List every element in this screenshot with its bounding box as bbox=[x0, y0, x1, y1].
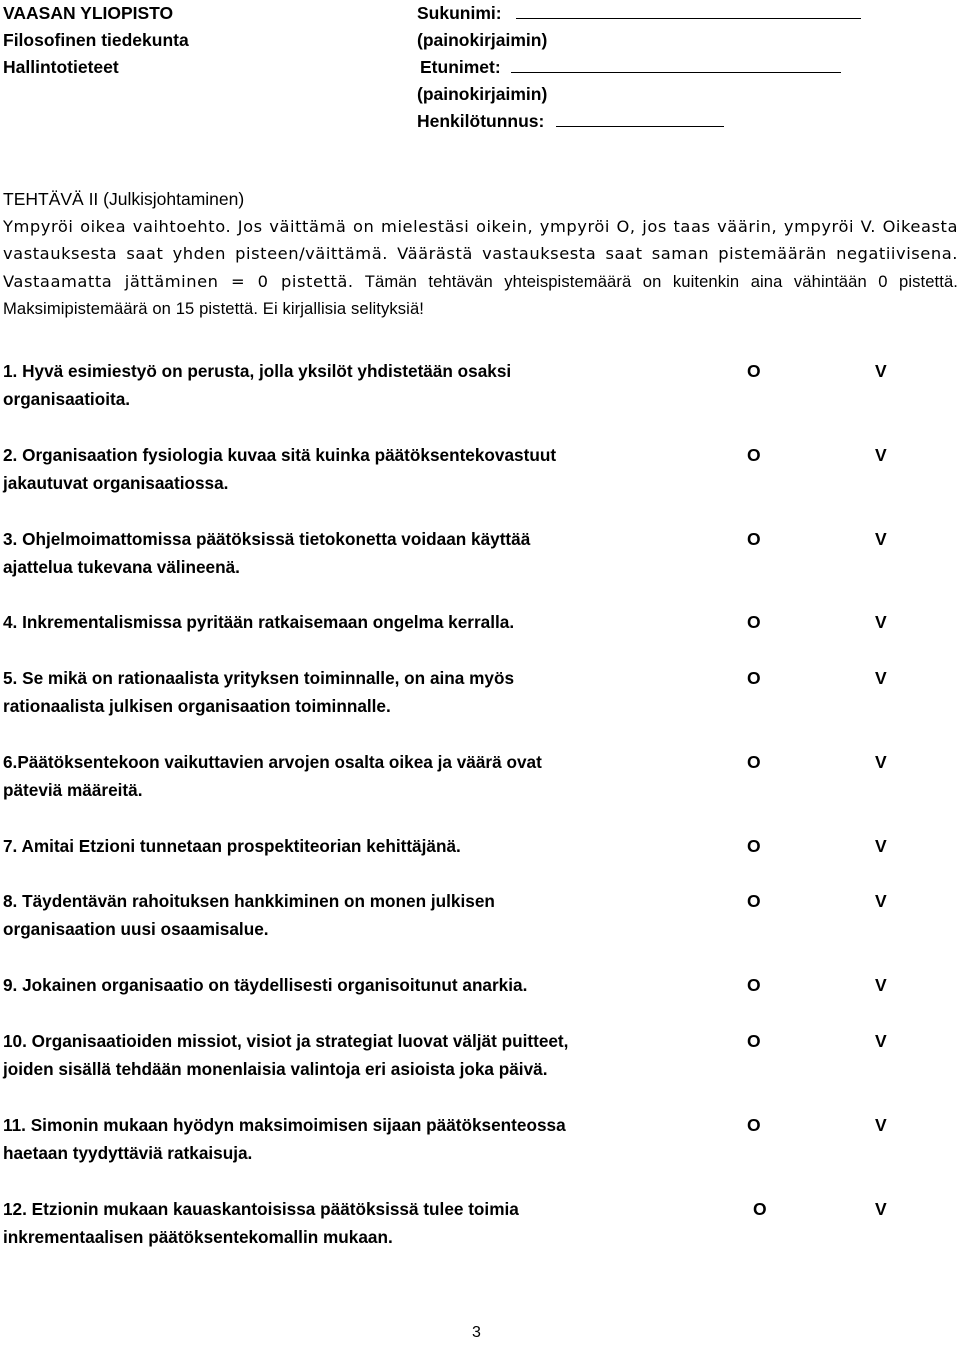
option-true[interactable]: O bbox=[747, 752, 761, 772]
question-text-line2: rationaalista julkisen organisaation toiminnalle. bbox=[3, 696, 391, 716]
option-false[interactable]: V bbox=[875, 975, 887, 995]
question-text-line1: 7. Amitai Etzioni tunnetaan prospektiteorian kehittäjänä. bbox=[3, 836, 461, 856]
option-false[interactable]: V bbox=[875, 445, 887, 465]
question-text-line2: organisaation uusi osaamisalue. bbox=[3, 919, 269, 939]
question-text-line1: 1. Hyvä esimiestyö on perusta, jolla yksilöt yhdistetään osaksi bbox=[3, 361, 512, 381]
option-true[interactable]: O bbox=[747, 445, 761, 465]
question-text-line2: haetaan tyydyttäviä ratkaisuja. bbox=[3, 1143, 253, 1163]
question-text-line1: 12. Etzionin mukaan kauaskantoisissa päätöksissä tulee toimia bbox=[3, 1199, 519, 1219]
question-text-line1: 3. Ohjelmoimattomissa päätöksissä tietokonetta voidaan käyttää bbox=[3, 529, 531, 549]
header-right bbox=[417, 0, 861, 135]
department-name: Hallintotieteet bbox=[3, 57, 119, 77]
question-text-line1: 4. Inkrementalismissa pyritään ratkaisemaan ongelma kerralla. bbox=[3, 612, 515, 632]
question-item bbox=[3, 357, 663, 413]
question-text-line1: 11. Simonin mukaan hyödyn maksimoimisen sijaan päätöksenteossa bbox=[3, 1115, 566, 1135]
surname-label: Sukunimi: bbox=[417, 3, 502, 23]
question-text-line2: inkrementaalisen päätöksentekomallin mukaan. bbox=[3, 1227, 393, 1247]
question-item bbox=[3, 971, 663, 999]
instructions-part-a: Ympyröi oikea vaihtoehto. Jos väittämä on mielestäsi oikein, ympyröi O, jos taas väärin, ympyröi V. Oikeasta vastauksesta saat yhden pisteen/väittämä. Väärästä vastauksesta saat saman pistemäärän negatiivisena. Vastaamatta jättäminen = 0 pistettä. bbox=[3, 217, 958, 291]
option-true[interactable]: O bbox=[747, 361, 761, 381]
id-field[interactable] bbox=[556, 112, 724, 127]
option-true[interactable]: O bbox=[747, 529, 761, 549]
question-text-line1: 10. Organisaatioiden missiot, visiot ja strategiat luovat väljät puitteet, bbox=[3, 1031, 569, 1051]
option-true[interactable]: O bbox=[747, 1031, 761, 1051]
option-false[interactable]: V bbox=[875, 891, 887, 911]
option-false[interactable]: V bbox=[875, 836, 887, 856]
question-text-line1: 2. Organisaation fysiologia kuvaa sitä kuinka päätöksentekovastuut bbox=[3, 445, 557, 465]
university-name: VAASAN YLIOPISTO bbox=[3, 3, 174, 23]
question-text-line2: päteviä määreitä. bbox=[3, 780, 143, 800]
task-instructions bbox=[3, 213, 958, 322]
question-text-line2: ajattelua tukevana välineenä. bbox=[3, 557, 240, 577]
question-text-line2: joiden sisällä tehdään monenlaisia valintoja eri asioista joka päivä. bbox=[3, 1059, 548, 1079]
option-false[interactable]: V bbox=[875, 529, 887, 549]
question-text-line2: jakautuvat organisaatiossa. bbox=[3, 473, 229, 493]
question-text-line1: 8. Täydentävän rahoituksen hankkiminen on monen julkisen bbox=[3, 891, 495, 911]
page-number: 3 bbox=[472, 1324, 481, 1341]
question-item bbox=[3, 608, 663, 636]
option-true[interactable]: O bbox=[747, 891, 761, 911]
question-item bbox=[3, 1027, 663, 1083]
question-item bbox=[3, 664, 663, 720]
option-false[interactable]: V bbox=[875, 612, 887, 632]
id-label: Henkilötunnus: bbox=[417, 111, 545, 131]
question-text-line2: organisaatioita. bbox=[3, 389, 131, 409]
task-title: TEHTÄVÄ II (Julkisjohtaminen) bbox=[3, 189, 245, 209]
option-false[interactable]: V bbox=[875, 668, 887, 688]
header-left bbox=[3, 0, 189, 81]
firstnames-field[interactable] bbox=[511, 58, 841, 73]
option-true[interactable]: O bbox=[747, 836, 761, 856]
option-false[interactable]: V bbox=[875, 752, 887, 772]
option-false[interactable]: V bbox=[875, 361, 887, 381]
question-item bbox=[3, 441, 663, 497]
question-item bbox=[3, 832, 663, 860]
question-item bbox=[3, 887, 663, 943]
question-item bbox=[3, 525, 663, 581]
firstnames-label: Etunimet: bbox=[420, 57, 501, 77]
firstnames-hint: (painokirjaimin) bbox=[417, 84, 548, 104]
option-false[interactable]: V bbox=[875, 1031, 887, 1051]
question-text-line1: 6.Päätöksentekoon vaikuttavien arvojen osalta oikea ja väärä ovat bbox=[3, 752, 542, 772]
question-item bbox=[3, 1111, 663, 1167]
option-false[interactable]: V bbox=[875, 1115, 887, 1135]
option-true[interactable]: O bbox=[747, 975, 761, 995]
question-text-line1: 5. Se mikä on rationaalista yrityksen toiminnalle, on aina myös bbox=[3, 668, 515, 688]
option-false[interactable]: V bbox=[875, 1199, 887, 1219]
faculty-name: Filosofinen tiedekunta bbox=[3, 30, 189, 50]
option-true[interactable]: O bbox=[747, 612, 761, 632]
surname-field[interactable] bbox=[516, 4, 861, 19]
option-true[interactable]: O bbox=[747, 1115, 761, 1135]
option-true[interactable]: O bbox=[747, 668, 761, 688]
question-item bbox=[3, 1195, 663, 1251]
instructions-part-b: Tämän tehtävän yhteispistemäärä on kuitenkin aina vähintään 0 pistettä. Maksimipistemäärä on 15 pistettä. Ei kirjallisia selityksiä! bbox=[3, 271, 958, 318]
question-item bbox=[3, 748, 663, 804]
question-text-line1: 9. Jokainen organisaatio on täydellisesti organisoitunut anarkia. bbox=[3, 975, 528, 995]
surname-hint: (painokirjaimin) bbox=[417, 30, 548, 50]
option-true[interactable]: O bbox=[753, 1199, 767, 1219]
